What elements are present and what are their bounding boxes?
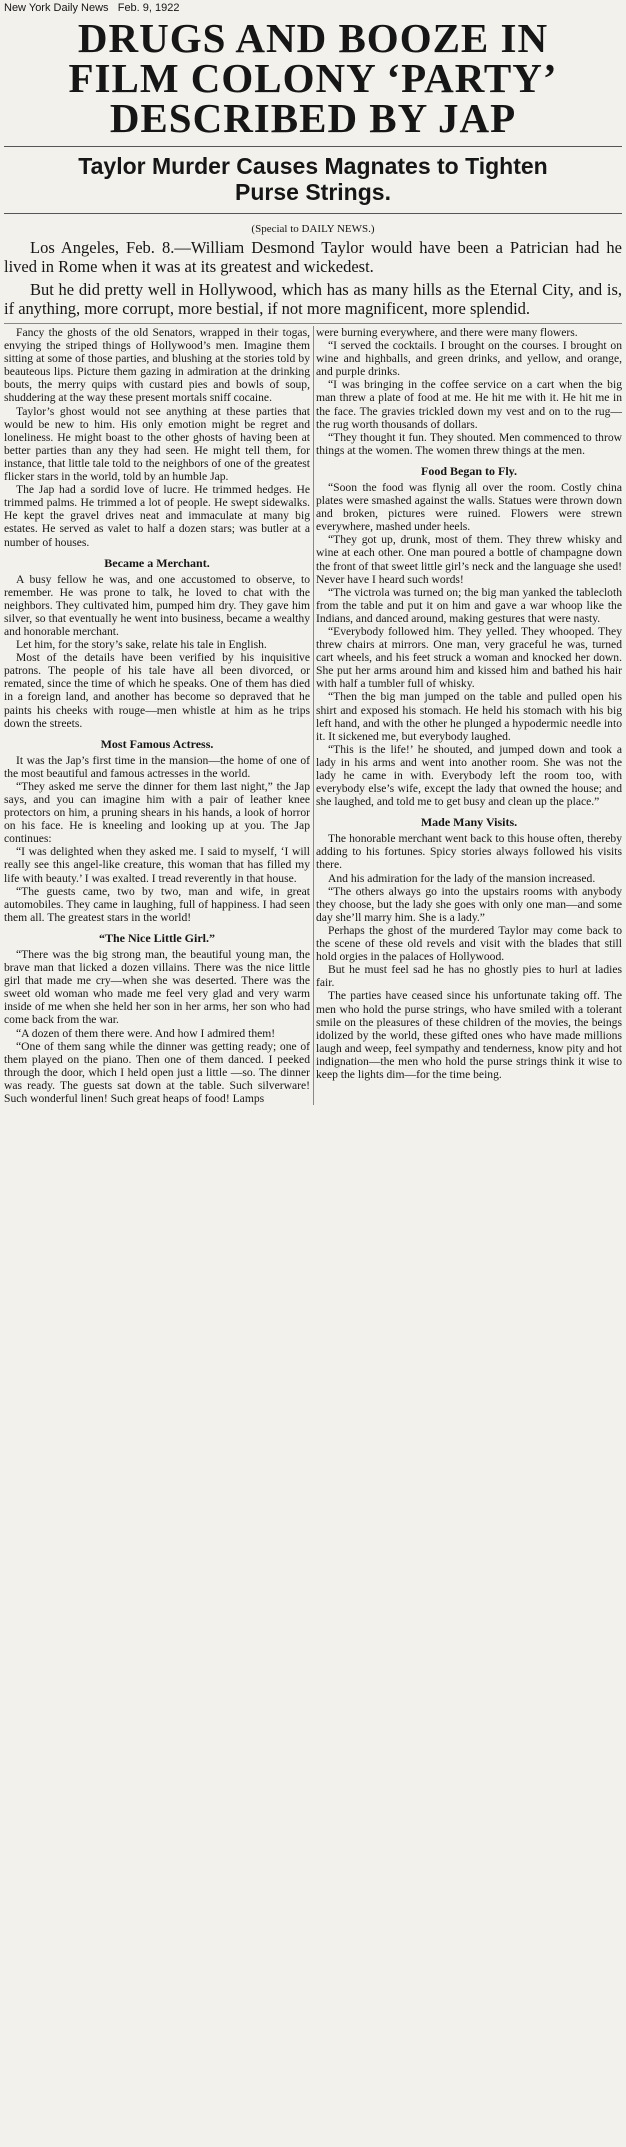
paragraph: Most of the details have been verified by his inquisitive patrons. The people of his tale have all been divorced, or remated, since the time of which he speaks. One of them has died in a foreign land, and another has become so depraved that he paints his cheeks with rouge—men whistle at him as he trips down the streets. xyxy=(4,651,310,730)
paragraph: “A dozen of them there were. And how I admired them! xyxy=(16,1026,276,1040)
paragraph: “I was delighted when they asked me. I said to myself, ‘I will really see this angel-like creature, this woman that has filled my life with beauty.’ I was exalted. I tread reverently in that house. xyxy=(4,845,310,885)
subheadline-line-2: Purse Strings. xyxy=(235,179,391,205)
paragraph: “One of them sang while the dinner was getting ready; one of them played on the piano. Then one of them danced. I peeked through the door, which I held open just a little —so. The dinner was ready. The guests sat down at the table. Such silverware! Such wonderful linen! Such great heaps of food! Lamps xyxy=(4,1039,310,1105)
paragraph: “I was bringing in the coffee service on a cart when the big man threw a plate of food at me. He hit me with it. He hit me in the face. The gravies trickled down my vest and on to the rug—the rug worth thousands of dollars. xyxy=(316,378,622,431)
paragraph: “Soon the food was flynig all over the room. Costly china plates were smashed against the walls. Statues were thrown down and broken, pictures were ruined. Flowers were strewn everywhere, mashed under heels. xyxy=(316,480,622,534)
paragraph: “Then the big man jumped on the table and pulled open his shirt and exposed his stomach. He held his stomach with his big left hand, and with the other he plunged a hypodermic needle into it. It sickened me, but everybody laughed. xyxy=(316,690,622,743)
paragraph: “The others always go into the upstairs rooms with anybody they choose, but the lady she goes with only one man—and some day she’ll marry him. She is a lady.” xyxy=(316,884,622,924)
paragraph: It was the Jap’s first time in the mansion—the home of one of the most beautiful and famous actresses in the world. xyxy=(4,753,310,780)
section-heading: “The Nice Little Girl.” xyxy=(99,930,215,945)
section-heading: Most Famous Actress. xyxy=(100,736,214,751)
section-heading: Made Many Visits. xyxy=(420,815,518,830)
paragraph: But he must feel sad he has no ghostly pies to hurl at ladies fair. xyxy=(316,963,622,990)
headline-line-1: DRUGS AND BOOZE IN xyxy=(77,15,549,61)
paragraph: The parties have ceased since his unfortunate taking off. The men who hold the purse strings, who have smiled with a tolerant smile on the pleasures of these children of the movies, the beings idolized by the world, these gifted ones who have made millions laugh and weep, feel sympathy and tenderness, know pity and hot indignation—the men who hold the purse strings think it wise to keep the lights dim—for the time being. xyxy=(316,989,622,1081)
paragraph: “They asked me serve the dinner for them last night,” the Jap says, and you can imagine him with a pair of leather knee protectors on him, a pruning shears in his hands, a look of horror on his face. He is kneeling and looking up at you. The Jap continues: xyxy=(4,779,310,846)
column-rule xyxy=(313,326,314,1105)
paragraph: “They thought it fun. They shouted. Men commenced to throw things at the women. The women threw things at the men. xyxy=(316,430,622,457)
paragraph: A busy fellow he was, and one accustomed to observe, to remember. He was prone to talk, he loved to chat with the neighbors. They cultivated him, pumped him dry. They gave him silver, so that eventually he went into business, became a wealthy and honorable merchant. xyxy=(4,572,310,638)
publication-name: New York Daily News xyxy=(4,2,109,14)
credit-line: (Special to DAILY NEWS.) xyxy=(251,223,375,235)
paragraph: “I served the cocktails. I brought on the courses. I brought on wine and highballs, and green drinks, and yellow, and orange, and purple drinks. xyxy=(316,339,622,379)
masthead-line xyxy=(4,2,622,16)
lead-paragraph: But he did pretty well in Hollywood, which has as many hills as the Eternal City, and is, if anything, more corrupt, more bestial, if not more magnificent, more splendid. xyxy=(4,280,622,318)
paragraph: were burning everywhere, and there were many flowers. xyxy=(316,326,578,339)
article-columns xyxy=(4,323,622,1105)
paragraph: Perhaps the ghost of the murdered Taylor may come back to the scene of these old revels and visit with the blades that still hold orgies in the palaces of Hollywood. xyxy=(316,923,622,964)
paragraph: “They got up, drunk, most of them. They threw whisky and wine at each other. One man poured a bottle of champagne down the front of that sweet little girl’s neck and the language she used! Never have I heard such words! xyxy=(316,533,622,586)
paragraph: Taylor’s ghost would not see anything at these parties that would be new to him. His only emotion might be regret and loneliness. He might boast to the other ghosts of having been at better parties than any they had seen. He might tell them, for instance, that little tale told to the neighbors of one of the greatest flicker stars in the world, told by an humble Jap. xyxy=(4,404,310,484)
paragraph: Let him, for the story’s sake, relate his tale in English. xyxy=(16,638,267,652)
paragraph: “There was the big strong man, the beautiful young man, the brave man that licked a dozen villains. There was the nice little girl that made me cry—when she was deserted. There was the sweet old woman who made me feel very glad and very warm inside of me when she held her son in her arms, her son who had come back from the war. xyxy=(4,947,310,1027)
paragraph: “This is the life!’ he shouted, and jumped down and took a lady in his arms and went into another room. She was not the lady he came in with. Everybody left the room too, with everybody else’s wife, except the lady that owned the house; and she laughed, and told me to get busy and clean up the place.” xyxy=(316,742,622,809)
left-column xyxy=(4,326,310,1105)
paragraph: “Everybody followed him. They yelled. They whooped. They threw chairs at mirrors. One man, very graceful he was, turned cart wheels, and his feet struck a woman and knocked her down. She put her arms around him and kissed him and bathed his hair with half a tumbler full of whisky. xyxy=(316,624,622,691)
lead-paragraph: Los Angeles, Feb. 8.—William Desmond Taylor would have been a Patrician had he lived in Rome when it was at its greatest and wickedest. xyxy=(4,238,622,276)
paragraph: And his admiration for the lady of the mansion increased. xyxy=(328,871,596,885)
headline-line-3: DESCRIBED BY JAP xyxy=(109,95,517,141)
headline xyxy=(4,16,622,147)
subheadline-line-1: Taylor Murder Causes Magnates to Tighten xyxy=(78,153,548,179)
paragraph: The honorable merchant went back to this house often, thereby adding to his fortunes. Spicy stories always followed his visits there. xyxy=(316,832,622,872)
headline-line-2: FILM COLONY ‘PARTY’ xyxy=(68,55,558,101)
subheadline xyxy=(4,147,622,214)
section-heading: Became a Merchant. xyxy=(104,555,210,570)
lead-paragraphs xyxy=(4,238,622,318)
paragraph: “The victrola was turned on; the big man yanked the tablecloth from the table and put it on him and gave a war whoop like the Indians, and danced around, making gestures that were nasty. xyxy=(316,585,622,625)
right-column xyxy=(316,326,622,1105)
publication-date: Feb. 9, 1922 xyxy=(117,2,180,14)
paragraph: Fancy the ghosts of the old Senators, wrapped in their togas, envying the striped things of Hollywood’s men. Imagine them sitting at some of those parties, and blushing at the stories told by beauteous lips. Picture them gazing in admiration at the drinking bouts, the merry quips with custard pies and bowls of soup, shuddering at the way these present mortals sniff cocaine. xyxy=(4,326,310,405)
paragraph: The Jap had a sordid love of lucre. He trimmed hedges. He trimmed palms. He trimmed a lot of people. He swept sidewalks. He kept the gravel drives neat and immaculate at many big estates. He served as valet to half a dozen stars; was butler at a number of houses. xyxy=(4,483,310,549)
paragraph: “The guests came, two by two, man and wife, in great automobiles. They came in laughing, full of happiness. I had seen them all. The greatest stars in the world! xyxy=(4,884,310,924)
section-heading: Food Began to Fly. xyxy=(420,463,517,478)
